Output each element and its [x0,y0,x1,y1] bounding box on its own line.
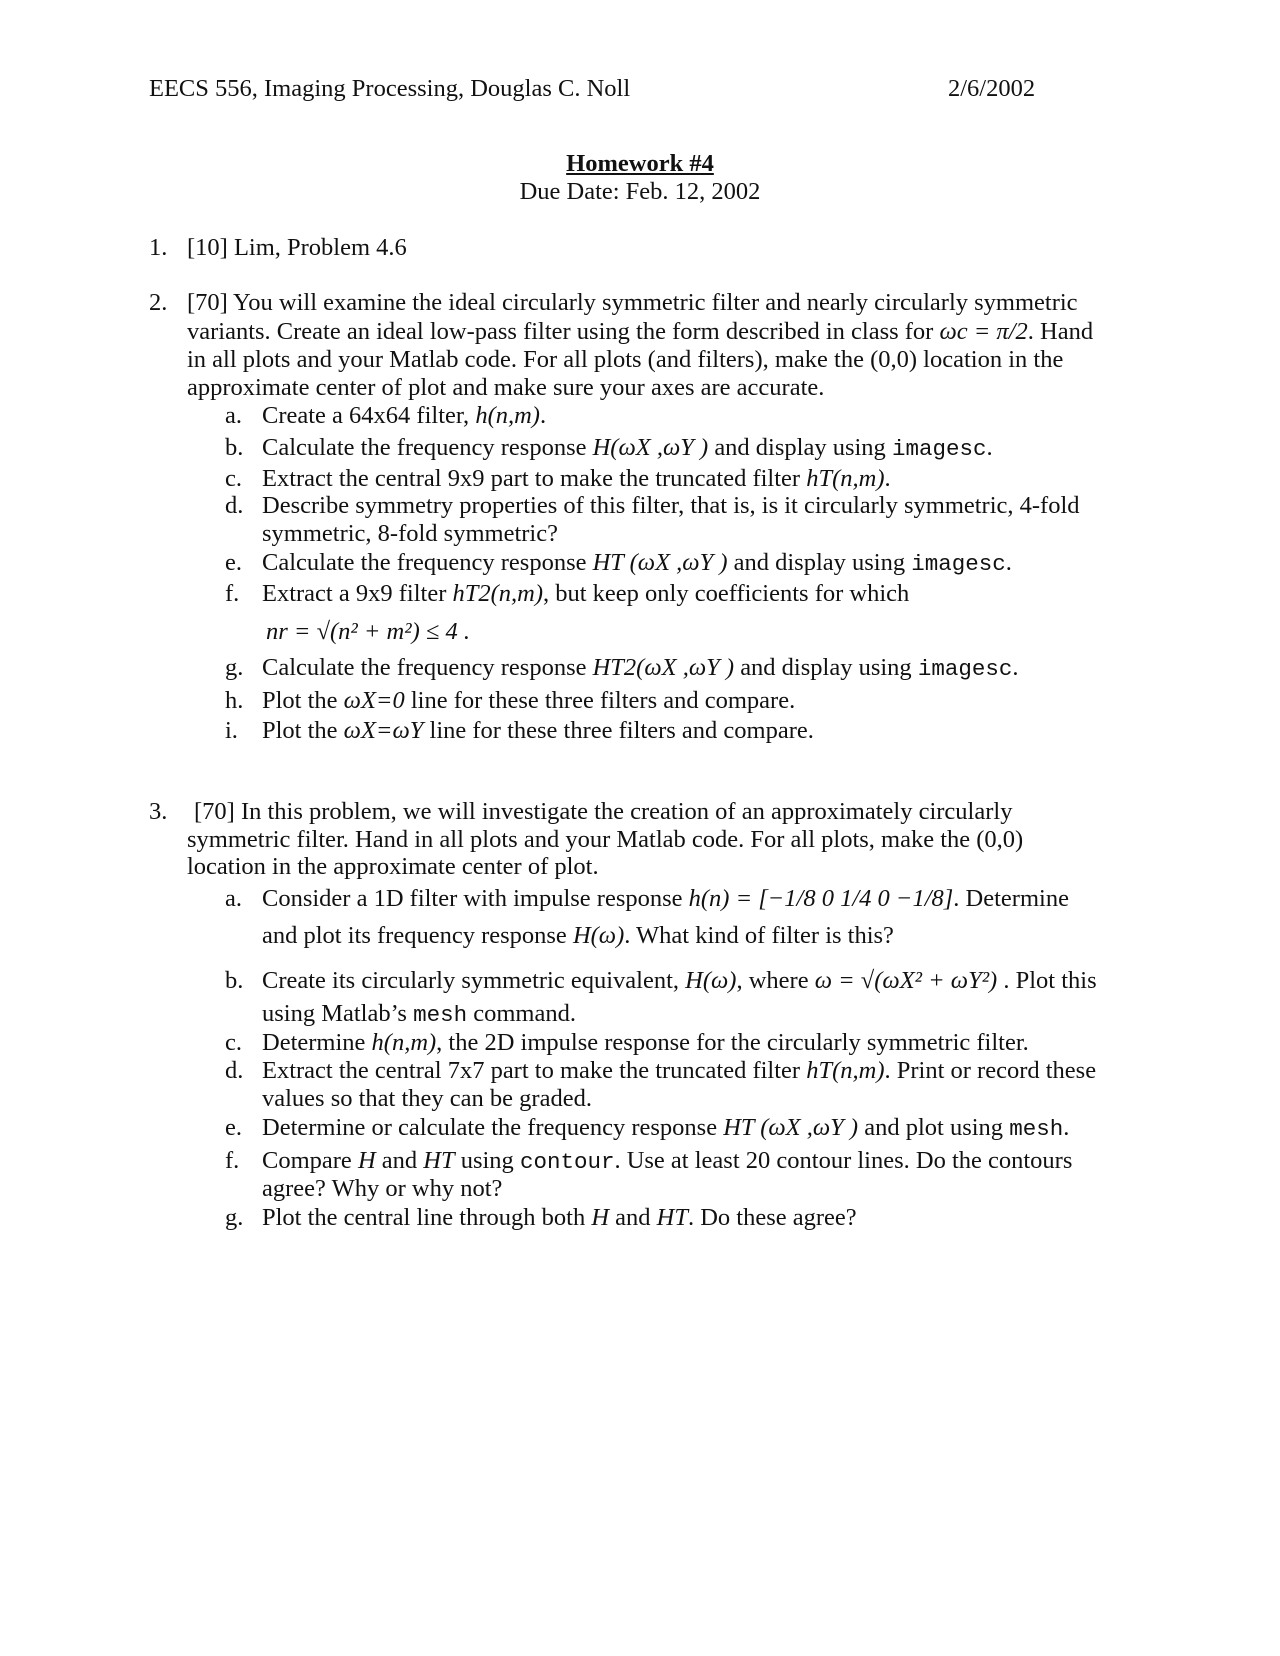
problem-1-number: 1. [149,234,168,261]
problem-2i: Plot the ωX=ωY line for these three filters and compare. [262,717,814,744]
code-imagesc: imagesc [891,436,987,462]
due-date: Due Date: Feb. 12, 2002 [519,178,761,205]
code-contour: contour [519,1149,615,1175]
item-label: a. [225,402,242,429]
problem-2-intro-line: variants. Create an ideal low-pass filter using the form described in class for ωc = π/2. Hand [187,318,1094,345]
item-label: c. [225,465,242,492]
impulse-response-vector: h(n) = [−1/8 0 1/4 0 −1/8] [688,885,954,912]
item-label: f. [225,580,240,607]
problem-3e: Determine or calculate the frequency response HT (ωX ,ωY ) and plot using mesh. [262,1114,1070,1142]
problem-2-intro-line: in all plots and your Matlab code. For all plots (and filters), make the (0,0) location in the [187,346,1064,373]
item-label: c. [225,1029,242,1056]
problem-3-intro-line: symmetric filter. Hand in all plots and your Matlab code. For all plots, make the (0,0) [187,826,1024,853]
problem-3f-line2: agree? Why or why not? [262,1175,503,1202]
problem-3d-line1: Extract the central 7x7 part to make the truncated filter hT(n,m). Print or record these [262,1057,1097,1084]
item-label: f. [225,1147,240,1174]
code-mesh: mesh [413,1002,468,1028]
code-imagesc: imagesc [917,656,1013,682]
item-label: i. [225,717,238,744]
item-label: b. [225,967,244,994]
item-label: g. [225,1204,244,1231]
item-label: d. [225,492,244,519]
problem-2-intro-line: [70] You will examine the ideal circularly symmetric filter and nearly circularly symmetric [187,289,1078,316]
problem-2h: Plot the ωX=0 line for these three filters and compare. [262,687,796,714]
problem-3g: Plot the central line through both H and HT. Do these agree? [262,1204,857,1231]
problem-2c: Extract the central 9x9 part to make the truncated filter hT(n,m). [262,465,891,492]
header-course: EECS 556, Imaging Processing, Douglas C. Noll [149,75,631,102]
problem-3b-line1: Create its circularly symmetric equivalent, H(ω), where ω = √(ωX² + ωY²) . Plot this [262,967,1097,994]
item-label: e. [225,549,242,576]
problem-2-number: 2. [149,289,168,316]
problem-2d-line: symmetric, 8-fold symmetric? [262,520,558,547]
radial-frequency-equation: ω = √(ωX² + ωY²) [814,967,998,994]
problem-3-intro-line: [70] In this problem, we will investigate the creation of an approximately circularly [194,798,1013,825]
problem-3f-line1: Compare H and HT using contour. Use at least 20 contour lines. Do the contours [262,1147,1073,1175]
item-label: a. [225,885,242,912]
item-label: d. [225,1057,244,1084]
math-H: H(ωX ,ωY ) [592,434,709,461]
math-HT2: HT2(ωX ,ωY ) [592,654,735,681]
item-label: g. [225,654,244,681]
code-mesh: mesh [1009,1116,1064,1142]
code-imagesc: imagesc [911,551,1006,577]
problem-3d-line2: values so that they can be graded. [262,1085,592,1112]
item-label: b. [225,434,244,461]
problem-3-intro-line: location in the approximate center of plot. [187,853,599,880]
header-date: 2/6/2002 [948,75,1036,102]
problem-2a: Create a 64x64 filter, h(n,m). [262,402,547,429]
radius-inequality: nr = √(n² + m²) ≤ 4 . [266,618,470,645]
problem-3-number: 3. [149,798,168,825]
problem-2b: Calculate the frequency response H(ωX ,ωY ) and display using imagesc. [262,434,993,462]
cutoff-equation: ωc = π/2 [939,318,1028,345]
page-title: Homework #4 [566,150,714,177]
problem-2g: Calculate the frequency response HT2(ωX ,ωY ) and display using imagesc. [262,654,1019,682]
problem-3a-line2: and plot its frequency response H(ω). What kind of filter is this? [262,922,894,949]
problem-2-intro-line: approximate center of plot and make sure your axes are accurate. [187,374,825,401]
problem-2e: Calculate the frequency response HT (ωX ,ωY ) and display using imagesc. [262,549,1012,577]
problem-1-text: [10] Lim, Problem 4.6 [187,234,407,261]
item-label: e. [225,1114,242,1141]
problem-3b-line2: using Matlab’s mesh command. [262,1000,576,1028]
problem-3c: Determine h(n,m), the 2D impulse response for the circularly symmetric filter. [262,1029,1029,1056]
problem-3a-line1: Consider a 1D filter with impulse response h(n) = [−1/8 0 1/4 0 −1/8]. Determine [262,885,1069,912]
problem-2f: Extract a 9x9 filter hT2(n,m), but keep only coefficients for which [262,580,910,607]
problem-2d-line: Describe symmetry properties of this filter, that is, is it circularly symmetric, 4-fold [262,492,1080,519]
math-HT: HT (ωX ,ωY ) [592,549,728,576]
item-label: h. [225,687,244,714]
